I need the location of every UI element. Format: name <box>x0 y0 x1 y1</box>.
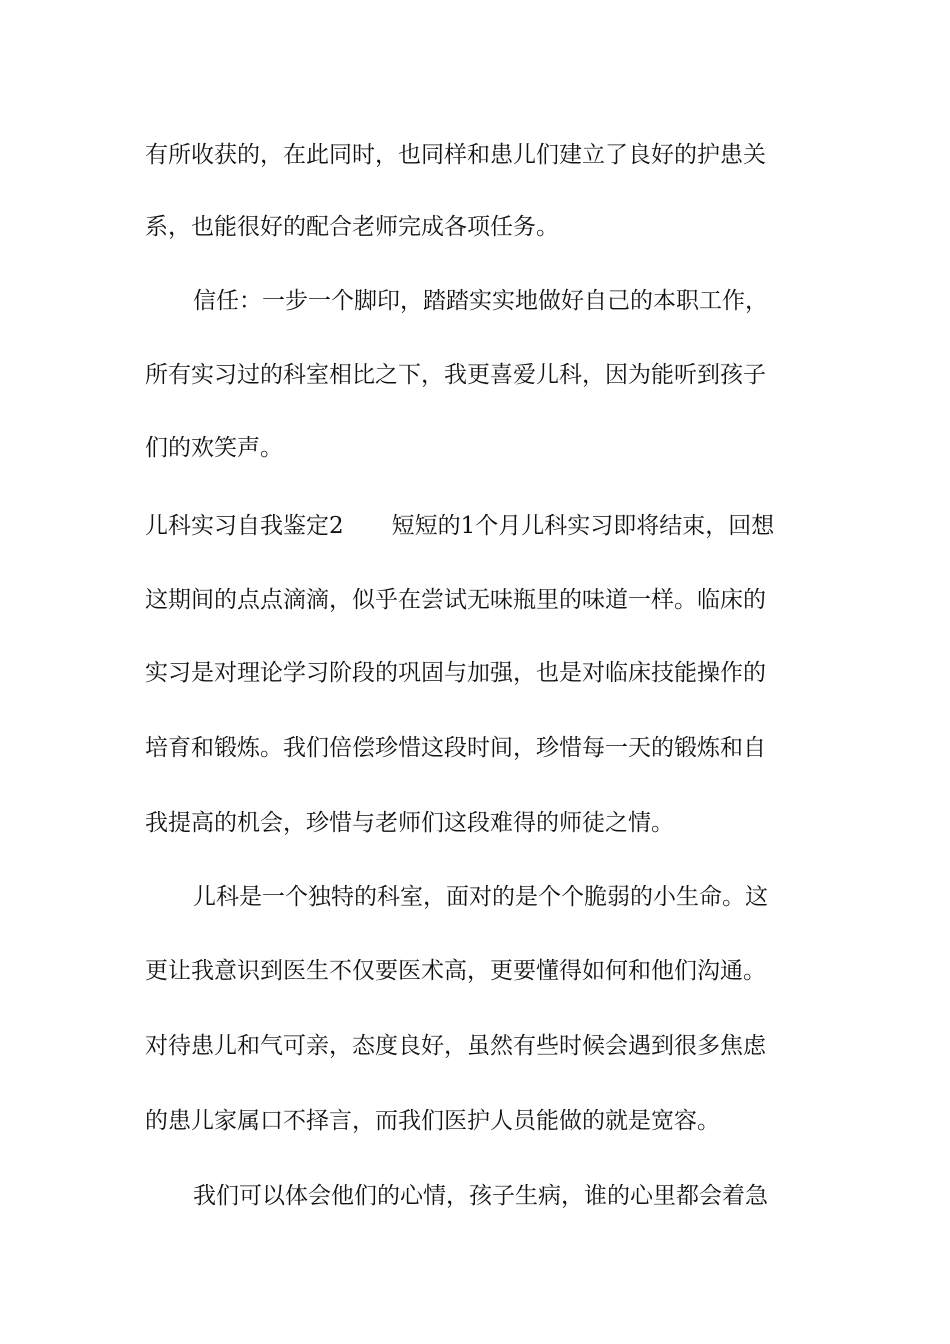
text-line: 所有实习过的科室相比之下，我更喜爱儿科，因为能听到孩子 <box>145 362 766 388</box>
paragraph-first-line: 信任：一步一个脚印，踏踏实实地做好自己的本职工作， <box>193 288 768 314</box>
text-line: 系，也能很好的配合老师完成各项任务。 <box>145 214 559 240</box>
text-line: 的患儿家属口不择言，而我们医护人员能做的就是宽容。 <box>145 1108 720 1134</box>
text-line: 们的欢笑声。 <box>145 435 283 461</box>
text-line: 短短的1个月儿科实习即将结束，回想 <box>391 513 775 539</box>
paragraph-first-line: 儿科是一个独特的科室，面对的是个个脆弱的小生命。这 <box>193 884 768 910</box>
text-line: 对待患儿和气可亲，态度良好，虽然有些时候会遇到很多焦虑 <box>145 1033 766 1059</box>
section-title: 儿科实习自我鉴定2 <box>145 513 344 539</box>
text-line: 这期间的点点滴滴，似乎在尝试无味瓶里的味道一样。临床的 <box>145 587 766 613</box>
text-line: 有所收获的，在此同时，也同样和患儿们建立了良好的护患关 <box>145 142 766 168</box>
section-line <box>145 511 810 541</box>
text-line: 我提高的机会，珍惜与老师们这段难得的师徒之情。 <box>145 810 674 836</box>
text-line: 更让我意识到医生不仅要医术高，更要懂得如何和他们沟通。 <box>145 958 766 984</box>
paragraph-first-line: 我们可以体会他们的心情，孩子生病，谁的心里都会着急 <box>193 1183 768 1209</box>
text-line: 培育和锻炼。我们倍偿珍惜这段时间，珍惜每一天的锻炼和自 <box>145 735 766 761</box>
text-line: 实习是对理论学习阶段的巩固与加强，也是对临床技能操作的 <box>145 660 766 686</box>
